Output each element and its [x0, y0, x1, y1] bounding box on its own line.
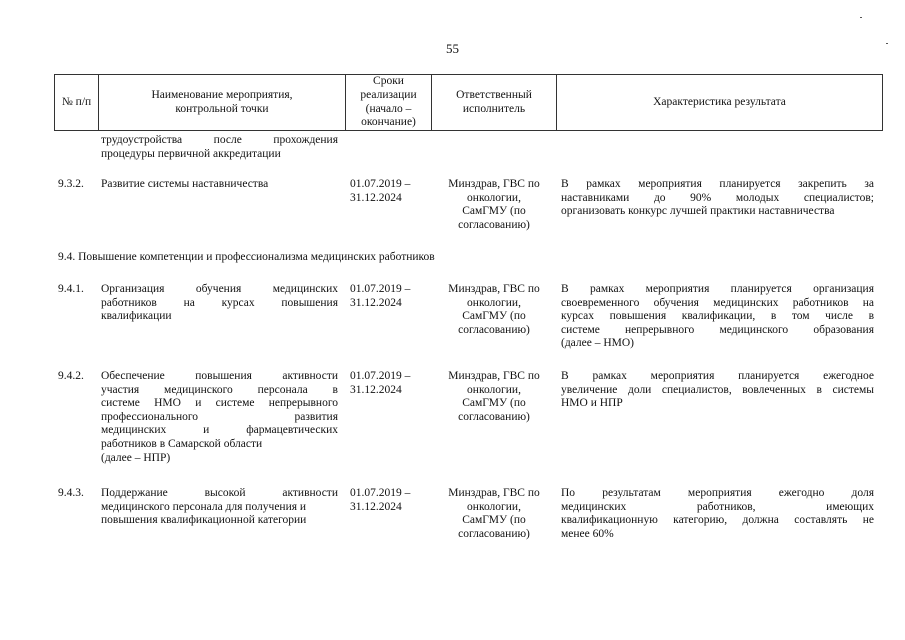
row-number: 9.4.1.: [58, 283, 84, 295]
row-dates: 01.07.2019 – 31.12.2024: [350, 283, 411, 309]
row-executor: Минздрав, ГВС по онкологии, СамГМУ (по согласованию): [448, 370, 540, 423]
row-executor: Минздрав, ГВС по онкологии, СамГМУ (по согласованию): [448, 178, 540, 231]
row-number: 9.4.2.: [58, 370, 84, 382]
row-dates: 01.07.2019 – 31.12.2024: [350, 487, 411, 513]
row-result: В рамках мероприятия планируется закрепить за наставниками до 90% молодых специалистов; организовать конкурс лучшей практики наставничества: [561, 178, 874, 218]
row-name: Организация обучения медицинских работников на курсах повышения квалификации: [101, 283, 338, 323]
section-title: 9.4. Повышение компетенции и профессионализма медицинских работников: [58, 251, 435, 263]
header-number: № п/п: [55, 75, 99, 131]
row-result: В рамках мероприятия планируется ежегодное увеличение доли специалистов, вовлеченных в системы НМО и НПР: [561, 370, 874, 410]
header-executor: Ответственный исполнитель: [432, 75, 557, 131]
scan-dot: [886, 43, 888, 44]
scan-dot: [860, 17, 862, 18]
header-dates: Сроки реализации (начало – окончание): [346, 75, 432, 131]
row-executor: Минздрав, ГВС по онкологии, СамГМУ (по согласованию): [448, 487, 540, 540]
header-result: Характеристика результата: [557, 75, 883, 131]
row-dates: 01.07.2019 – 31.12.2024: [350, 370, 411, 396]
row-result: По результатам мероприятия ежегодно доля медицинских работников, имеющих квалификационную категорию, должна составлять не менее 60%: [561, 487, 874, 540]
continuation-text: трудоустройства после прохождения процедуры первичной аккредитации: [101, 134, 338, 160]
row-name: Поддержание высокой активности медицинского персонала для получения и повышения квалификационной категории: [101, 487, 338, 527]
row-dates: 01.07.2019 – 31.12.2024: [350, 178, 411, 204]
row-number: 9.3.2.: [58, 178, 84, 190]
page-number: 55: [446, 41, 459, 56]
row-result: В рамках мероприятия планируется организация своевременного обучения медицинских работников на курсах повышения квалификации, в том числе в системе непрерывного медицинского образования (далее – НМО): [561, 283, 874, 350]
row-executor: Минздрав, ГВС по онкологии, СамГМУ (по согласованию): [448, 283, 540, 336]
row-number: 9.4.3.: [58, 487, 84, 499]
table-header: [54, 74, 883, 131]
row-name: Обеспечение повышения активности участия медицинского персонала в системе НМО и системе непрерывного профессионального развития медицинских и фармацевтических работников в Самарской области (далее – НПР): [101, 370, 338, 464]
header-name: Наименование мероприятия, контрольной точки: [99, 75, 346, 131]
row-name: Развитие системы наставничества: [101, 178, 269, 190]
